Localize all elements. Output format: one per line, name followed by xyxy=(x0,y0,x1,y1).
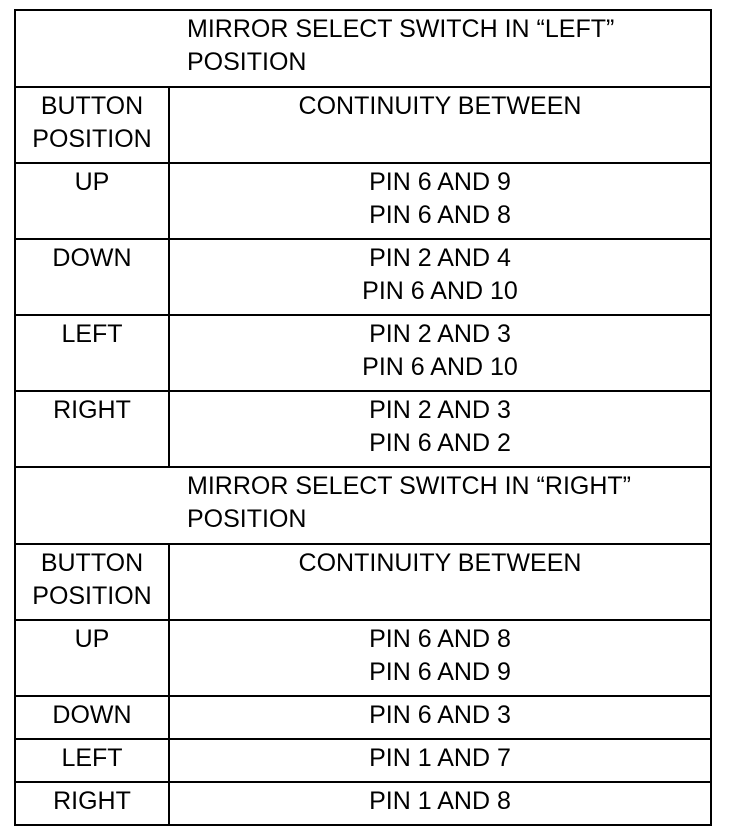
continuity-cell xyxy=(169,739,711,782)
continuity-cell xyxy=(169,782,711,825)
header-button-position xyxy=(15,544,169,620)
continuity-cell xyxy=(169,315,711,391)
header-continuity xyxy=(169,87,711,163)
section-title-line2: POSITION xyxy=(187,48,307,76)
table-row xyxy=(15,696,711,739)
continuity-value: PIN 2 AND 4 xyxy=(369,244,511,272)
table-row xyxy=(15,163,711,239)
button-position-label: RIGHT xyxy=(53,396,131,424)
header-continuity xyxy=(169,544,711,620)
section-title-line1: MIRROR SELECT SWITCH IN “RIGHT” xyxy=(187,472,631,500)
button-position-cell xyxy=(15,315,169,391)
section-title-line1: MIRROR SELECT SWITCH IN “LEFT” xyxy=(187,15,615,43)
header-position-line1: BUTTON xyxy=(40,549,144,577)
continuity-value: PIN 2 AND 3 xyxy=(369,320,511,348)
table-row xyxy=(15,239,711,315)
section-title-row xyxy=(15,467,711,544)
table-row xyxy=(15,620,711,696)
continuity-cell xyxy=(169,391,711,467)
header-position-line1: BUTTON xyxy=(40,92,144,120)
button-position-label: DOWN xyxy=(52,701,132,729)
continuity-value: PIN 6 AND 8 xyxy=(369,625,511,653)
table-row xyxy=(15,315,711,391)
button-position-label: LEFT xyxy=(61,320,123,348)
button-position-cell xyxy=(15,782,169,825)
button-position-cell xyxy=(15,620,169,696)
continuity-value: PIN 6 AND 9 xyxy=(369,168,511,196)
header-row xyxy=(15,87,711,163)
button-position-cell xyxy=(15,163,169,239)
section-title-left xyxy=(15,10,711,87)
table-row xyxy=(15,391,711,467)
continuity-cell xyxy=(169,239,711,315)
button-position-cell xyxy=(15,696,169,739)
continuity-value: PIN 6 AND 10 xyxy=(362,277,518,305)
header-position-line2: POSITION xyxy=(32,582,152,610)
button-position-label: UP xyxy=(74,168,110,196)
continuity-value: PIN 6 AND 2 xyxy=(369,429,511,457)
section-title-row xyxy=(15,10,711,87)
button-position-cell xyxy=(15,239,169,315)
header-row xyxy=(15,544,711,620)
button-position-label: RIGHT xyxy=(53,787,131,815)
table-row xyxy=(15,782,711,825)
continuity-value: PIN 2 AND 3 xyxy=(369,396,511,424)
button-position-label: LEFT xyxy=(61,744,123,772)
section-title-right xyxy=(15,467,711,544)
continuity-value: PIN 6 AND 8 xyxy=(369,201,511,229)
table-row xyxy=(15,739,711,782)
continuity-cell xyxy=(169,163,711,239)
continuity-value: PIN 6 AND 10 xyxy=(362,353,518,381)
header-continuity-label: CONTINUITY BETWEEN xyxy=(298,92,582,120)
button-position-cell xyxy=(15,391,169,467)
continuity-cell xyxy=(169,696,711,739)
header-continuity-label: CONTINUITY BETWEEN xyxy=(298,549,582,577)
continuity-cell xyxy=(169,620,711,696)
continuity-value: PIN 6 AND 3 xyxy=(369,701,511,729)
header-position-line2: POSITION xyxy=(32,125,152,153)
continuity-value: PIN 1 AND 8 xyxy=(369,787,511,815)
button-position-cell xyxy=(15,739,169,782)
button-position-label: DOWN xyxy=(52,244,132,272)
button-position-label: UP xyxy=(74,625,110,653)
continuity-value: PIN 6 AND 9 xyxy=(369,658,511,686)
continuity-value: PIN 1 AND 7 xyxy=(369,744,511,772)
continuity-table xyxy=(14,9,712,826)
header-button-position xyxy=(15,87,169,163)
section-title-line2: POSITION xyxy=(187,505,307,533)
